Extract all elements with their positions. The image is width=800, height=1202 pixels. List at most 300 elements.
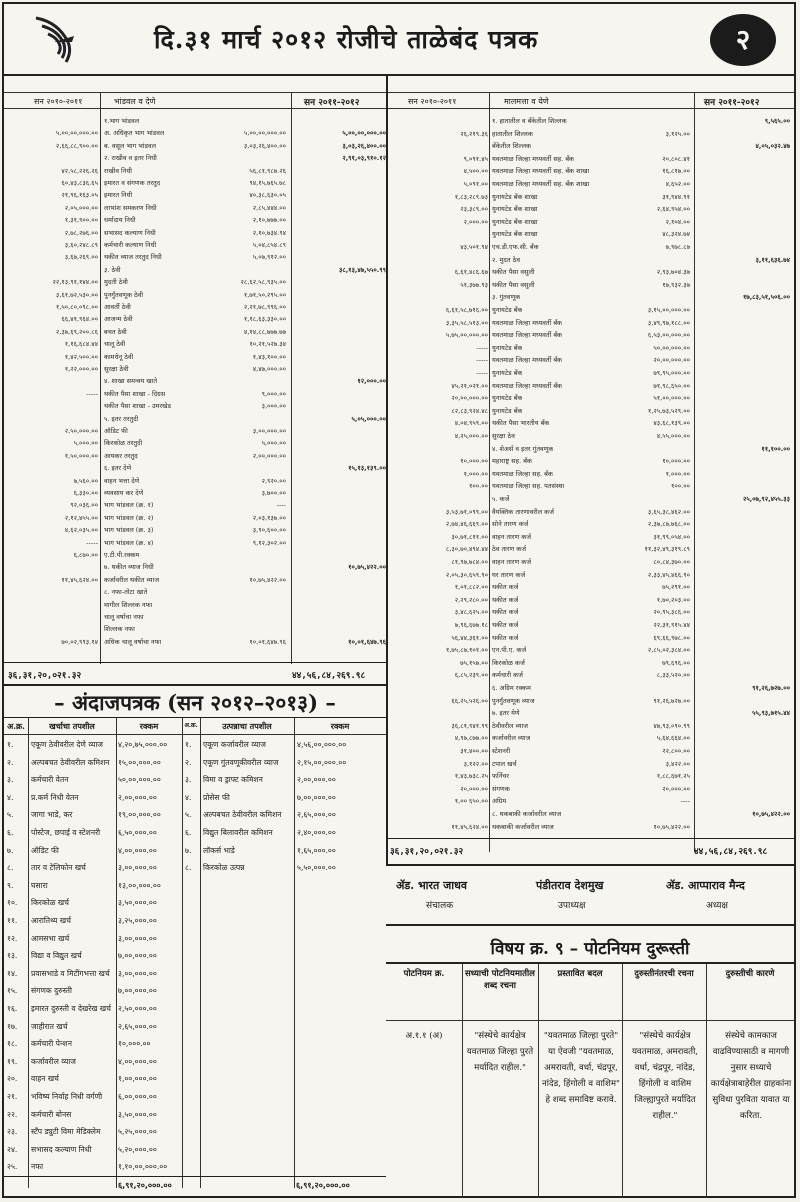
bs-row-label: युनायटेड बँक bbox=[492, 406, 523, 415]
bs-current-value: ५,००,००,०००.०० bbox=[342, 129, 386, 138]
bs-row-label: ५. कर्जे bbox=[492, 495, 510, 503]
budget-exp-no: २४. bbox=[7, 1144, 18, 1154]
bs-sub-value: १,७०,२०३.०० bbox=[656, 595, 690, 604]
budget-row bbox=[4, 771, 386, 789]
bs-prev-value: २३,३८९.०० bbox=[460, 205, 488, 214]
budget-inc-amount: ७,००,०००.०० bbox=[297, 792, 336, 802]
budget-exp-amount: ३,५०,०००.०० bbox=[118, 1109, 157, 1119]
bs-sub-value: ५१,००,०००.०० bbox=[653, 394, 690, 403]
bs-prev-value: ३१,४००.०० bbox=[460, 747, 488, 755]
bs-row-label: यवतमाळ जिल्हा मध्यवर्ती बँक bbox=[492, 331, 563, 340]
budget-exp-no: २. bbox=[7, 757, 14, 767]
bs-prev-value: ----- bbox=[86, 538, 98, 547]
budget-exp-item: अल्पबचत ठेवीवरील कमिशन bbox=[31, 757, 110, 767]
right-bs-row bbox=[4, 633, 794, 643]
bs-prev-value: १,५०,०००.०० bbox=[64, 451, 98, 460]
bs-sub-value: ३,६५,३८,४६२.०० bbox=[647, 507, 690, 516]
bs-sub-value: ५,०४,८५४.८९ bbox=[252, 241, 286, 249]
bs-prev-value: ३,१२२.०० bbox=[463, 759, 488, 768]
bs-sub-value: ४०,३८,६३०.०५ bbox=[249, 191, 286, 200]
bs-row-label: इमारत व संगणक तरतुद bbox=[104, 179, 161, 187]
budget-inc-no: ८. bbox=[185, 863, 192, 873]
budget-row bbox=[4, 842, 386, 860]
bs-sub-value: ३,४२२.०० bbox=[665, 759, 690, 768]
bs-row-label: ठेव तारण कर्ज bbox=[492, 545, 527, 554]
bs-prev-value: ८२,८३,९२४.४८ bbox=[451, 406, 488, 415]
budget-exp-item: प्र.कर्म निधी वेतन bbox=[31, 792, 79, 802]
bs-sub-value: ५६,८१,९८७.२६ bbox=[249, 166, 286, 175]
budget-exp-no: ६. bbox=[7, 828, 14, 837]
budget-exp-amount: १०,०००.०० bbox=[118, 1039, 151, 1049]
right-bs-row bbox=[4, 343, 794, 353]
bs-row-label: शिल्लक नफा bbox=[104, 625, 135, 634]
bs-sub-value: २,८५,४४४.०० bbox=[252, 203, 286, 212]
bs-sub-value: २०,९५,३८६.०० bbox=[653, 608, 690, 617]
bs-sub-value: ७१,९८,६५०.०० bbox=[653, 381, 690, 390]
signatory-name: ॲड. आप्पाराव मैन्द bbox=[666, 879, 745, 892]
budget-head-amount: रक्कम bbox=[330, 721, 350, 731]
bs-row-label: युनायटेड बँक bbox=[492, 369, 523, 377]
bs-prev-value: ३०,७१,८११.०० bbox=[451, 532, 488, 541]
right-bs-row bbox=[4, 192, 794, 202]
bs-row-label: इमारत निधी bbox=[104, 191, 133, 200]
bs-sub-value: ९१,२६,७२७.०० bbox=[653, 696, 690, 705]
budget-exp-no: १८. bbox=[7, 1039, 18, 1049]
bs-sub-value: ३,०००.०० bbox=[261, 402, 286, 411]
bs-row-label: यवतमाळ जिल्हा मध्यवर्ती सह. बँक शाखा bbox=[492, 180, 590, 188]
bs-prev-value: २,०५,३०,६५९.९० bbox=[445, 570, 488, 579]
bs-row-label: मुदती ठेवी bbox=[104, 278, 128, 287]
budget-exp-no: २०. bbox=[7, 1074, 18, 1084]
budget-header-rule bbox=[4, 734, 386, 735]
bs-prev-value: ६६,२५,५२६.०० bbox=[451, 696, 488, 705]
budget-exp-no: २३. bbox=[7, 1127, 18, 1137]
budget-exp-no: ३. bbox=[7, 775, 14, 785]
right-bs-row bbox=[4, 305, 794, 315]
bs-row-label: व्यवसाय कर देणे bbox=[104, 489, 144, 497]
bs-current-value: २५,०७,९२,४५५.३३ bbox=[742, 495, 790, 503]
bs-sub-value: ४३,६८,१३९.०० bbox=[653, 419, 690, 428]
bs-prev-value: १,०० ६५०.०० bbox=[454, 797, 488, 806]
bs-sub-value: २,०३,१३७.०० bbox=[252, 513, 286, 522]
budget-row bbox=[4, 930, 386, 948]
bs-row-label: थकीत कर्ज bbox=[492, 621, 519, 629]
bs-sub-value: २०,८०८.४१ bbox=[662, 154, 690, 163]
bs-row-label: कामधेनू ठेवी bbox=[104, 352, 134, 361]
budget-row bbox=[4, 806, 386, 824]
budget-exp-item: एकूण ठेवीवरील देणे व्याज bbox=[31, 740, 103, 749]
bs-row-label: पुनर्गुंतवणूक ठेवी bbox=[104, 290, 144, 299]
bs-prev-value: २,०००.०० bbox=[463, 217, 488, 226]
budget-exp-item: इमारत दुरुस्ती व देखरेख खर्च bbox=[31, 1004, 111, 1013]
bs-row-label: १.भाग भांडवल bbox=[104, 117, 140, 125]
budget-row bbox=[4, 1158, 386, 1176]
budget-exp-item: पोस्टेज, छपाई व स्टेशनरी bbox=[31, 828, 101, 837]
right-bs-row bbox=[4, 292, 794, 302]
bs-sub-value: २,६४,९५४.०० bbox=[656, 205, 690, 214]
budget-exp-no: १. bbox=[7, 740, 14, 749]
bs-row-label: महाराष्ट्र सह. बँक bbox=[492, 457, 532, 466]
left-col-current-year: सन २०११-२०१२ bbox=[304, 98, 360, 108]
bs-prev-value: ४२,५८,२२६.२६ bbox=[61, 166, 98, 175]
bs-sub-value: ४,४७,०००.०० bbox=[252, 365, 286, 373]
bs-row-label: बँकेतील शिल्लक bbox=[492, 142, 531, 151]
amend-proposed-text: "यवतमाळ जिल्हा पुरते" या ऐवजी "यवतमाळ, अमरावती, वर्धा, चंद्रपूर, नांदेड, हिंगोली व वाशिम" हे शब्द समाविष्ट करावे. bbox=[542, 1031, 620, 1105]
bs-sub-value: २०,०००.०० bbox=[662, 784, 690, 793]
bs-prev-value: ----- bbox=[86, 389, 98, 398]
bs-sub-value: २,३३,४५,४६६.९० bbox=[647, 570, 690, 579]
budget-exp-amount: १९,००,०००.०० bbox=[118, 810, 161, 820]
page-number-badge: २ bbox=[710, 14, 776, 66]
budget-row bbox=[4, 1035, 386, 1053]
bs-row-label: ऑडिट फी bbox=[104, 427, 128, 435]
bs-sub-value: ७९,६९६.०० bbox=[662, 658, 690, 667]
budget-total-rule bbox=[4, 1176, 386, 1177]
budget-exp-amount: ४,००,०००.०० bbox=[118, 1056, 157, 1066]
right-bs-row bbox=[4, 166, 794, 176]
budget-head-expense: खर्चाचा तपशील bbox=[49, 721, 95, 731]
bs-sub-value: २,१०४.०० bbox=[665, 217, 690, 226]
right-bs-row bbox=[4, 355, 794, 365]
bs-prev-value: ४५,२१,०२१.०० bbox=[451, 381, 488, 390]
right-bs-row bbox=[4, 645, 794, 655]
budget-exp-item: कर्मचारी बोनस bbox=[31, 1109, 72, 1119]
budget-row bbox=[4, 736, 386, 754]
bs-prev-value: ३,६१,७२,५३०.०० bbox=[55, 290, 98, 299]
budget-row bbox=[4, 824, 386, 842]
bs-sub-value: १,४३,१००.०० bbox=[252, 352, 286, 361]
bs-row-label: यवतमाळ जिल्हा मध्यवर्ती बँक bbox=[492, 381, 563, 390]
bs-prev-value: ११,४५,६२४.०० bbox=[451, 822, 488, 831]
bs-prev-value: ----- bbox=[476, 369, 488, 377]
budget-inc-no: ५. bbox=[185, 810, 192, 820]
bs-prev-value: २,३७,६९,२००.८६ bbox=[55, 327, 98, 336]
budget-total-expenses: ६,९१,२०,०००.०० bbox=[118, 1181, 172, 1190]
amend-head-rule-no: पोटनियम क्र. bbox=[403, 969, 445, 979]
bs-prev-value: ६,८५,२३९.०० bbox=[454, 671, 488, 680]
bs-sub-value: ४८,३२४.७४ bbox=[662, 230, 690, 239]
budget-exp-amount: १,१०,००,०००.०० bbox=[118, 1162, 168, 1172]
bs-sub-value: ५०,००,०००.०० bbox=[653, 343, 690, 352]
budget-row bbox=[4, 1106, 386, 1124]
bs-sub-value: १,२५,७३,५२९.०० bbox=[647, 406, 690, 415]
budget-exp-no: ९. bbox=[7, 880, 14, 890]
bs-row-label: राखीव निधी bbox=[104, 166, 132, 175]
bs-row-label: ए.टी.पी.रक्कम bbox=[104, 551, 140, 559]
budget-exp-amount: ५,२०,०००.०० bbox=[118, 1144, 157, 1154]
right-bs-row bbox=[4, 418, 794, 428]
bs-prev-value: ७५,१५७.०० bbox=[460, 658, 488, 667]
budget-exp-no: १६. bbox=[7, 1004, 18, 1013]
bs-row-label: स्टेशनरी bbox=[492, 747, 511, 755]
bs-prev-value: २,२९,२८०.०० bbox=[454, 595, 488, 604]
bs-current-value: १७,८३,५१,५०६.०० bbox=[742, 293, 790, 302]
bs-current-value: ३,०३,२६,४००.०० bbox=[342, 141, 386, 150]
right-bs-row bbox=[4, 431, 794, 441]
budget-total-income: ६,९१,२०,०००.०० bbox=[296, 1181, 350, 1190]
right-bs-row bbox=[4, 141, 794, 151]
bs-current-value: १०,७५,४२२.०० bbox=[348, 563, 386, 572]
bs-sub-value: ११,३२,४९,३१९.८९ bbox=[644, 545, 690, 554]
bs-sub-value: २,२१,७८,९९६.०० bbox=[243, 303, 286, 311]
bs-row-label: युनायटेड बँक bbox=[492, 394, 523, 403]
budget-row bbox=[4, 1053, 386, 1071]
bs-sub-value: ७९,९५,०००.०० bbox=[653, 369, 690, 377]
bs-row-label: युनायटेड बँक शाखा bbox=[492, 230, 538, 239]
bs-sub-value: १०,७५,४२२.०० bbox=[653, 822, 690, 831]
bs-header-rule-2 bbox=[4, 108, 794, 109]
budget-inc-item: एकूण गुंतवणूकीवरील व्याज bbox=[203, 757, 279, 767]
bs-prev-value: ८१,९७,७८४.०० bbox=[451, 558, 488, 566]
budget-row bbox=[4, 1018, 386, 1036]
bs-row-label: बचत ठेवी bbox=[104, 327, 127, 336]
header bbox=[4, 4, 794, 76]
bs-sub-value: ७५,२९१.०० bbox=[662, 583, 690, 592]
budget-exp-item: जागा भाडे, कर bbox=[31, 810, 73, 820]
bs-row-label: यवतमाळ जिल्हा सह. बँक bbox=[492, 469, 553, 478]
budget-exp-item: वाहन खर्च bbox=[31, 1074, 59, 1084]
right-bs-row bbox=[4, 280, 794, 290]
bs-prev-value: ३,३५,५८,५१३.०० bbox=[445, 318, 488, 327]
bs-row-label: कर्मचारी कर्ज bbox=[492, 671, 523, 680]
budget-exp-no: २५. bbox=[7, 1162, 18, 1172]
bs-row-label: भाग भांडवल (क्र. ३) bbox=[104, 526, 154, 535]
bs-row-label: थकीत व्याज तरतुद निधी bbox=[104, 253, 162, 262]
bs-sub-value: ९,०००.०० bbox=[261, 389, 286, 398]
right-bs-row bbox=[4, 406, 794, 416]
bs-row-label: यवतमाळ जिल्हा मध्यवर्ती सह. बँक bbox=[492, 154, 575, 163]
bs-prev-value: १०,०००.०० bbox=[460, 457, 488, 466]
right-col-current-year: सन २०११-२०१२ bbox=[704, 98, 760, 108]
bs-row-label: ८. थकबाकी कर्जावरील व्याज bbox=[492, 810, 562, 818]
col-divider bbox=[538, 964, 539, 1198]
bs-prev-value: २,१२,४५५.०० bbox=[64, 513, 98, 522]
bs-sub-value: १,१८,६३,३३०.०० bbox=[243, 315, 286, 324]
bs-prev-value: ५,००,००,०००.०० bbox=[55, 129, 98, 138]
bs-row-label: टपाल खर्च bbox=[492, 759, 517, 768]
bs-row-label: हातातील शिल्लक bbox=[492, 129, 533, 138]
budget-inc-no: ७. bbox=[185, 845, 192, 855]
bs-prev-value: ४,०४,९५९.०० bbox=[454, 419, 488, 428]
bs-row-label: सुरक्षा ठेवी bbox=[104, 365, 129, 373]
document-page bbox=[2, 2, 796, 1198]
budget-exp-item: कर्जावरील व्याज bbox=[31, 1056, 76, 1066]
budget-head-income: उत्पन्नाचा तपशील bbox=[222, 721, 272, 731]
bs-row-label: युनायटेड बँक bbox=[492, 306, 523, 314]
amend-head-current: सध्याची पोटनियमातील शब्द रचना bbox=[465, 969, 535, 991]
bs-row-label: थकीत पैसा वसुली bbox=[492, 280, 535, 289]
bs-sub-value: २,९३,७०४.३७ bbox=[656, 268, 690, 277]
bs-sub-value: ४,१४,८८,७७७.७७ bbox=[243, 327, 286, 336]
budget-exp-no: १५. bbox=[7, 986, 18, 996]
right-bs-row bbox=[4, 595, 794, 605]
bs-current-value: २,९१,०३,९१०.१२ bbox=[342, 154, 386, 163]
budget-row bbox=[4, 877, 386, 895]
bs-sub-value: १६,८१७.०० bbox=[662, 167, 690, 176]
bs-prev-value: २,०५,०००.०० bbox=[64, 203, 98, 212]
bs-prev-value: ६,८७०.०० bbox=[73, 551, 98, 559]
bs-row-label: युनायटेड बँक शाखा bbox=[492, 192, 538, 201]
bs-sub-value: ३१,९४४.९१ bbox=[662, 192, 690, 201]
right-bs-row bbox=[4, 393, 794, 403]
right-bs-row bbox=[4, 204, 794, 214]
bs-prev-value: ३,५३,७१,०९९.०० bbox=[445, 507, 488, 516]
bs-prev-value: ७,९६,६७७.१८ bbox=[454, 621, 488, 629]
right-bs-row bbox=[4, 570, 794, 580]
budget-row bbox=[4, 1088, 386, 1106]
bs-prev-value: २,७८,२७६.०० bbox=[64, 228, 98, 237]
budget-exp-amount: ४,००,०००.०० bbox=[118, 845, 157, 855]
budget-exp-amount: १,००,०००.०० bbox=[118, 1074, 157, 1084]
bs-row-label: थकीत पैसा भारतीय बँक bbox=[492, 419, 550, 428]
bs-row-label: युनायटेड बँक bbox=[492, 343, 523, 352]
right-bs-row bbox=[4, 444, 794, 454]
left-total-current: ४४,५६,८४,२६९.९८ bbox=[292, 671, 366, 681]
bs-sub-value: ३१,९९,०५४.०० bbox=[653, 532, 690, 541]
budget-row bbox=[4, 1123, 386, 1141]
bs-prev-value: २०,०००.०० bbox=[460, 784, 488, 793]
bs-prev-value: १,२२,०००.०० bbox=[64, 365, 98, 373]
bs-sub-value: १०,०१,६४७.९६ bbox=[249, 637, 286, 646]
budget-exp-no: २२. bbox=[7, 1109, 18, 1119]
right-bs-row bbox=[4, 670, 794, 680]
budget-exp-amount: ५,२५,०००.०० bbox=[118, 1127, 157, 1137]
budget-row bbox=[4, 1141, 386, 1159]
bs-sub-value: २,९२०.०० bbox=[261, 476, 286, 485]
right-bs-row bbox=[4, 368, 794, 378]
bs-row-label: अधिक चालू वर्षाचा नफा bbox=[104, 637, 162, 646]
bs-row-label: थकीत पैसा वसुली bbox=[492, 268, 535, 277]
bs-current-value: ९,५६५.०० bbox=[764, 117, 790, 125]
right-bs-row bbox=[4, 607, 794, 617]
budget-exp-no: १४. bbox=[7, 968, 18, 978]
bs-prev-value: २,७४,४६,६६९.०० bbox=[445, 520, 488, 529]
budget-inc-item: एकूण कर्जावरील व्याज bbox=[203, 740, 266, 749]
bs-prev-value: १००.०० bbox=[469, 482, 488, 491]
budget-inc-item: लॉकर्स भाडे bbox=[203, 845, 235, 855]
budget-row bbox=[4, 965, 386, 983]
bs-sub-value: ---- bbox=[276, 501, 286, 510]
bs-row-label: एच.डी.एफ.सी. बँक bbox=[492, 243, 539, 251]
budget-inc-item: प्रोसेस फी bbox=[203, 792, 230, 802]
budget-row bbox=[4, 789, 386, 807]
bs-sub-value: ३,०३,२६,४००.०० bbox=[243, 141, 286, 150]
bs-prev-value: ११,४५,६२४.०० bbox=[61, 575, 98, 584]
bs-row-label: वाहन तारण कर्ज bbox=[492, 558, 532, 566]
budget-exp-item: संगणक दुरुस्ती bbox=[31, 986, 72, 996]
right-bs-row bbox=[4, 494, 794, 504]
bs-row-label: सोने तारण कर्ज bbox=[492, 520, 529, 529]
col-divider bbox=[462, 964, 463, 1198]
bs-prev-value: ९२,०३६.०० bbox=[70, 501, 98, 510]
bs-sub-value: ४७,९३,०९०.९९ bbox=[653, 721, 690, 730]
budget-exp-amount: ५०,००,०००.०० bbox=[118, 775, 161, 785]
bs-sub-value: १,०००.०० bbox=[665, 469, 690, 478]
bs-prev-value: ३६,८१,९४१.९९ bbox=[451, 721, 488, 730]
bs-current-value: ५५,९३,७१५.४४ bbox=[752, 709, 790, 718]
signatory-name: ॲड. भारत जाधव bbox=[396, 879, 468, 892]
bs-row-label: युनायटेड बँक शाखा bbox=[492, 217, 538, 226]
right-bs-row bbox=[4, 129, 794, 139]
budget-row bbox=[4, 912, 386, 930]
page-title: दि.३१ मार्च २०१२ रोजीचे ताळेबंद पत्रक bbox=[154, 25, 539, 54]
bs-sub-value: ८,३३,५२०.०० bbox=[656, 671, 690, 680]
bs-row-label: थकीत पैसा शाखा - उमरखेड bbox=[104, 402, 171, 411]
bs-row-label: सुरक्षा ठेव bbox=[492, 432, 515, 440]
budget-exp-amount: ६,५०,०००.०० bbox=[118, 828, 157, 837]
bs-row-label: १. हातातील व बँकेतील शिल्लक bbox=[492, 117, 567, 125]
bs-row-label: अ. अधिकृत भाग भांडवल bbox=[104, 129, 165, 138]
budget-row bbox=[4, 1070, 386, 1088]
budget-exp-item: स्टॅंप ड्युटी विमा मेडिक्लेम bbox=[31, 1127, 101, 1137]
budget-inc-amount: २,४०,०००.०० bbox=[297, 828, 336, 837]
bs-sub-value: ८०,८४,३७०.०० bbox=[653, 558, 690, 566]
budget-inc-amount: २,००,०००.०० bbox=[297, 775, 336, 785]
bs-sub-value: २,१०,७७७.०० bbox=[252, 216, 286, 225]
budget-table bbox=[4, 718, 386, 1200]
bs-sub-value: ५,०७,९१२.०० bbox=[252, 253, 286, 262]
bs-row-label: २. राखीव व इतर निधी bbox=[104, 154, 157, 163]
budget-exp-item: नफा bbox=[31, 1162, 44, 1172]
right-bs-row bbox=[4, 267, 794, 277]
bs-sub-value: ४,६५२.०० bbox=[665, 180, 690, 188]
bs-current-value: ११,१००.०० bbox=[761, 444, 790, 453]
bs-row-label: मागील शिल्लक नफा bbox=[104, 600, 153, 609]
budget-inc-amount: २,६५,०००.०० bbox=[297, 810, 336, 820]
bs-prev-value: ३,६७,२६९.०० bbox=[64, 253, 98, 262]
budget-exp-no: २१. bbox=[7, 1092, 18, 1101]
right-bs-row bbox=[4, 557, 794, 567]
bs-sub-value: १,७१,५०,२९५.०० bbox=[243, 290, 286, 299]
right-bs-row bbox=[4, 217, 794, 227]
bs-sub-value: ९,१२,३०२.०० bbox=[252, 538, 286, 547]
bs-prev-value: ४,६२,०३५.०० bbox=[64, 526, 98, 535]
budget-exp-amount: २,६५,०००.०० bbox=[118, 1021, 157, 1031]
budget-head-no: अ.क्र. bbox=[184, 722, 198, 729]
bs-row-label: थकीत पैसा शाखा - दिग्रस bbox=[104, 389, 166, 398]
bs-sub-value: ३,१५,००,०००.०० bbox=[647, 306, 690, 314]
bs-prev-value: २१,९६,१६३.०५ bbox=[61, 191, 98, 200]
bs-row-label: वाहन भत्ता देणे bbox=[104, 476, 140, 485]
budget-exp-no: ८. bbox=[7, 863, 14, 873]
bs-prev-value: २०,००,०००.०० bbox=[451, 394, 488, 403]
budget-exp-no: ४. bbox=[7, 792, 14, 802]
bs-sub-value: १७,९३२.३७ bbox=[662, 280, 690, 289]
bs-prev-value: १,०००.०० bbox=[463, 469, 488, 478]
bs-sub-value: २२,३१,९१५.४४ bbox=[653, 621, 690, 629]
bs-prev-value: ५,०९१.०० bbox=[463, 180, 488, 188]
bs-current-value: १०,०१,६४७.९६ bbox=[348, 637, 386, 646]
right-bs-row bbox=[4, 242, 794, 252]
left-total-prev: ३६,३१,२०,०२१.३२ bbox=[8, 671, 82, 681]
bs-sub-value: १,८८,६७१.२५ bbox=[656, 772, 690, 781]
right-bs-row bbox=[4, 255, 794, 265]
bs-prev-value: ६,६१,५८,७१६.०० bbox=[445, 306, 488, 314]
bs-prev-value: ३,६०,२४८.८९ bbox=[64, 241, 98, 249]
budget-exp-no: १२. bbox=[7, 933, 18, 943]
bs-prev-value: ३,४८,६२५.०० bbox=[454, 608, 488, 617]
budget-exp-amount: ७,००,०००.०० bbox=[118, 951, 157, 961]
right-total-prev: ३६,३१,२०,०२१.३२ bbox=[390, 847, 464, 857]
right-bs-row bbox=[4, 229, 794, 239]
bs-prev-value: ६०,४३,८३६.६५ bbox=[61, 179, 98, 187]
bs-row-label: अग्रिम bbox=[492, 797, 507, 806]
budget-row bbox=[4, 894, 386, 912]
bs-prev-value: २६,२१९.३६ bbox=[460, 129, 488, 138]
bs-row-label: कर्जावरील थकीत व्याज bbox=[104, 575, 160, 584]
budget-exp-no: १३. bbox=[7, 951, 18, 961]
right-bs-row bbox=[4, 620, 794, 630]
